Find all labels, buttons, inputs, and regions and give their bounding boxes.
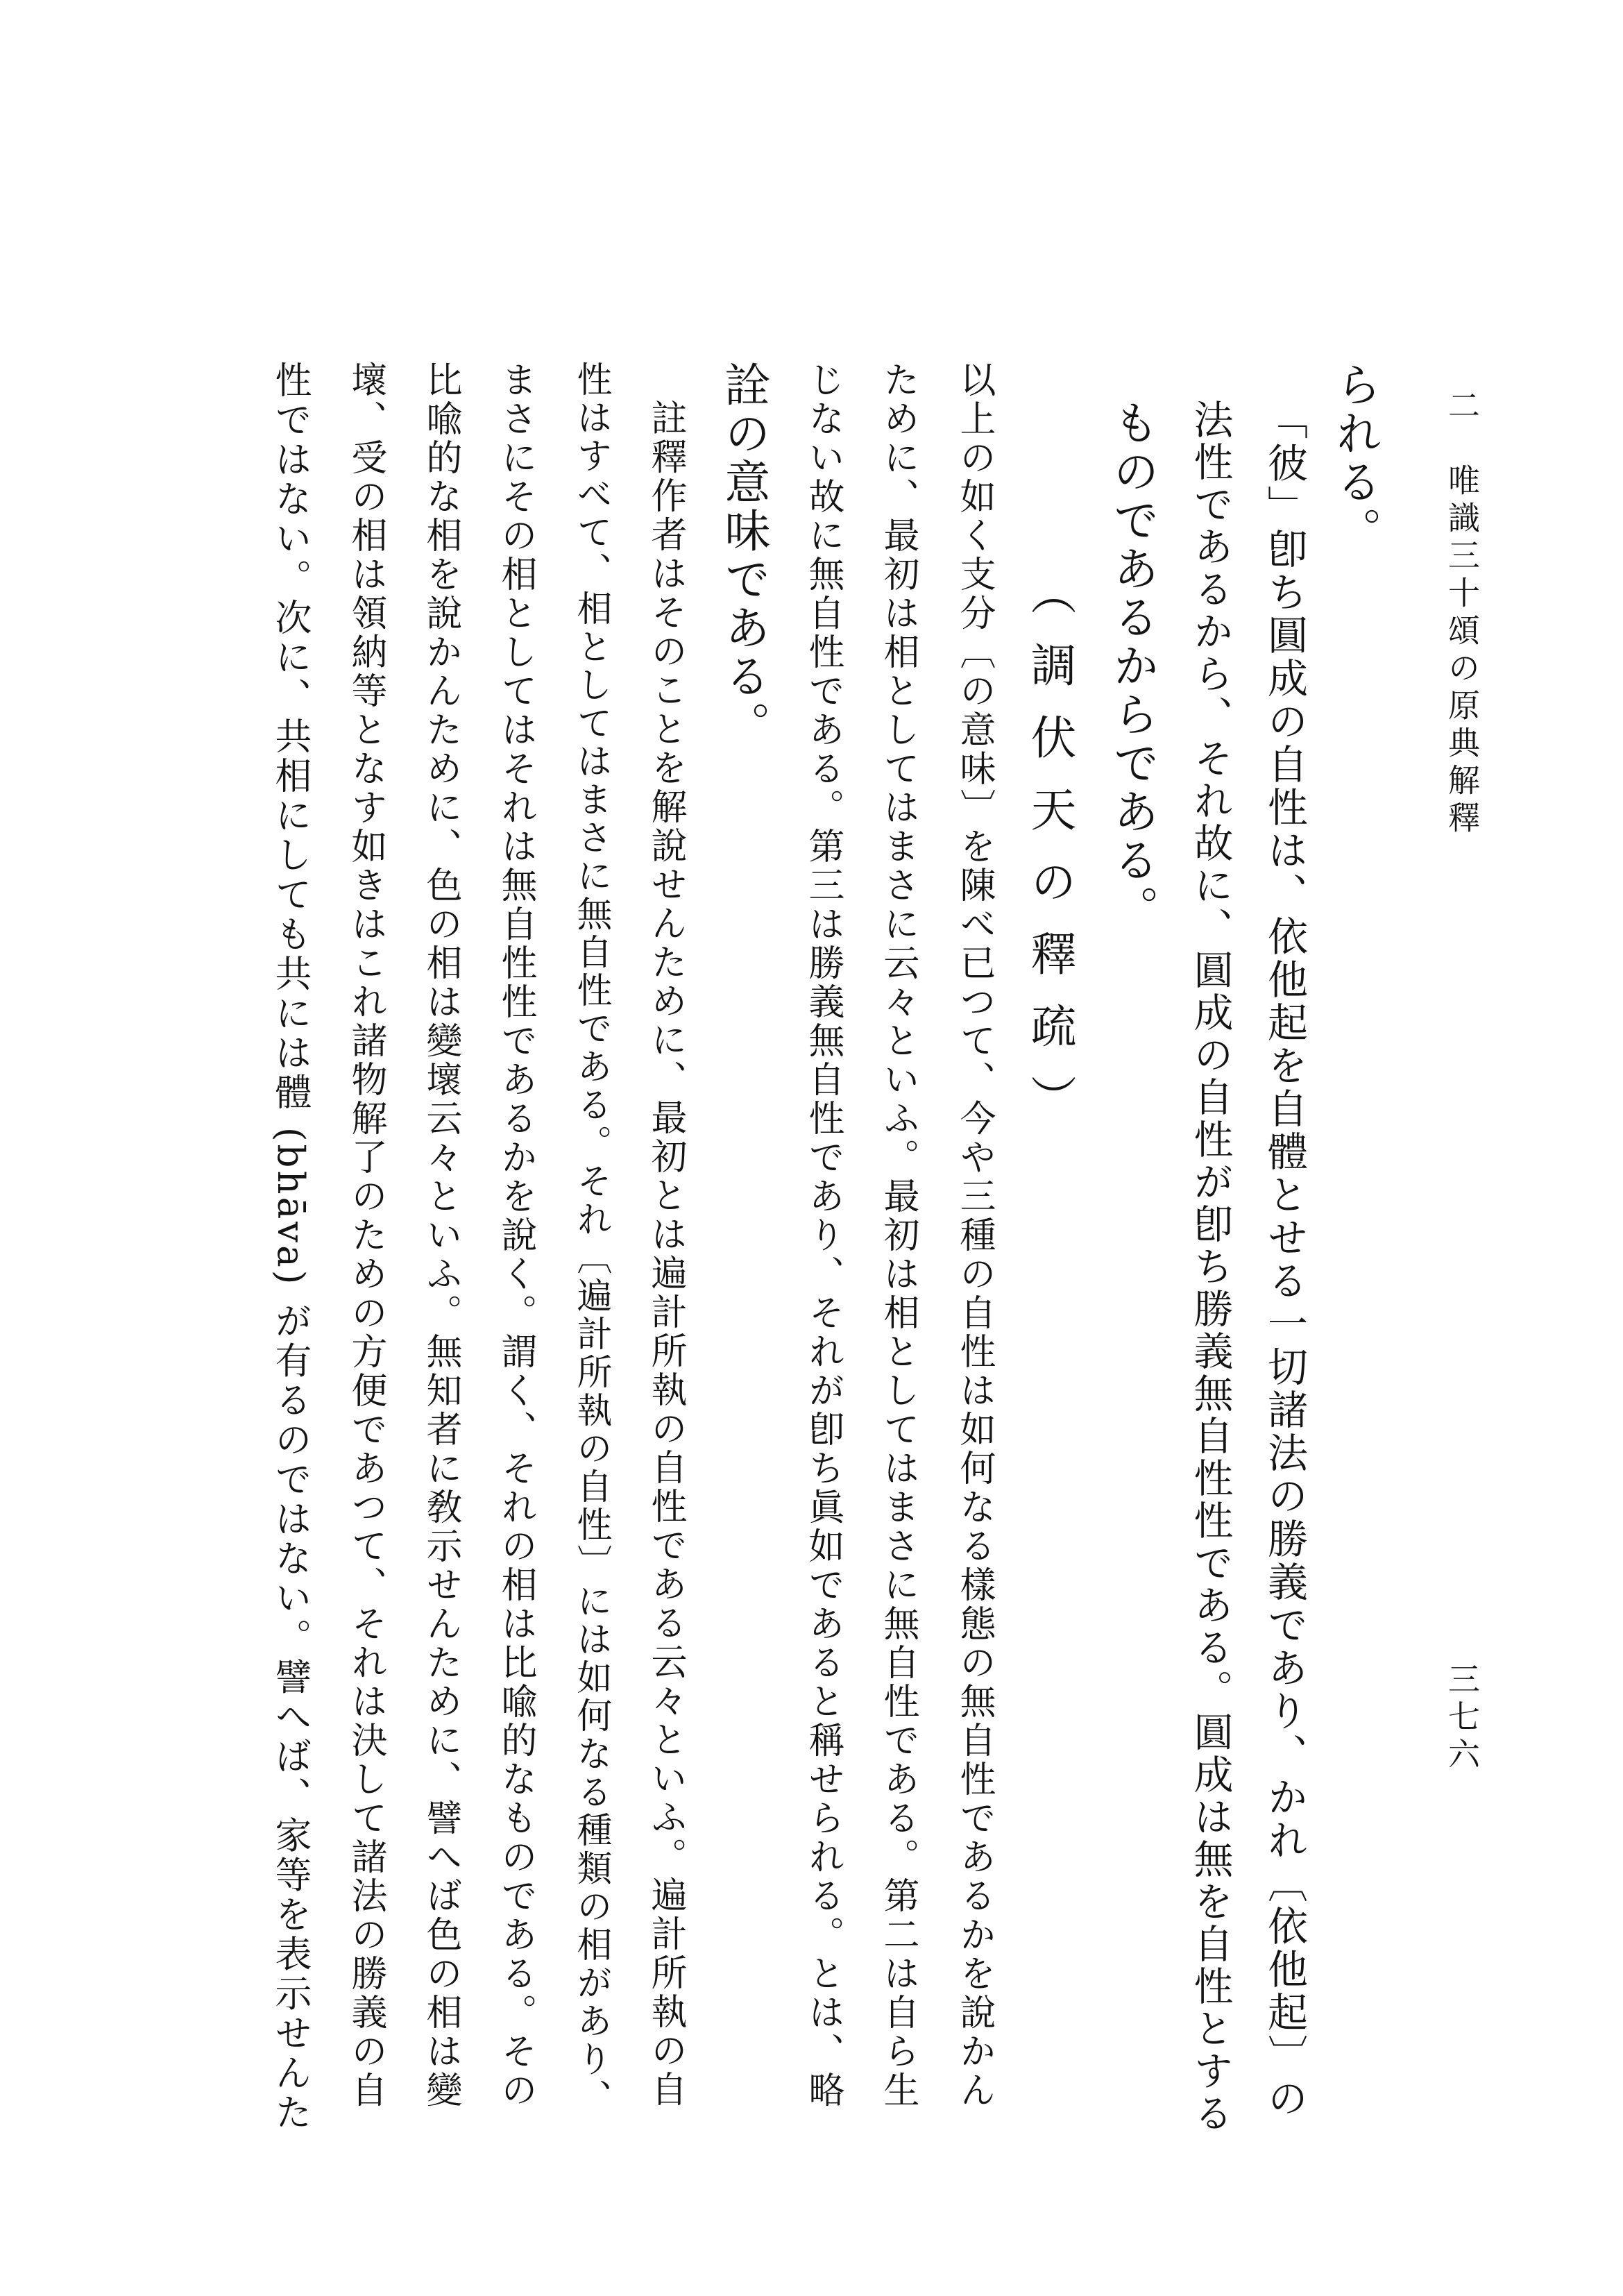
text-line: ために、最初は相としてはまさに云々といふ。最初は相としてはまさに無自性である。第二は自ら生 (877, 361, 919, 2110)
text-line: 以上の如く支分〔の意味〕を陳べ已つて、今や三種の自性は如何なる樣態の無自性であるかを說かん (953, 361, 995, 2110)
text-line: 詮の意味である。 (717, 361, 770, 750)
section-heading: （調伏天の釋疏） (1023, 569, 1076, 1147)
text-line: 法性であるから、それ故に、圓成の自性が卽ち勝義無自性性である。圓成は無を自性とする (1187, 399, 1233, 2135)
text-line: ものであるからである。 (1105, 399, 1159, 934)
text-line: 註釋作者はそのことを解說せんために、最初とは遍計所執の自性である云々といふ。遍計所執の自 (645, 399, 686, 2109)
text-line: 壞、受の相は領納等となす如きはこれ諸物解了のための方便であつて、それは決して諸法の勝義の自 (345, 361, 386, 2110)
text-line: られる。 (1328, 361, 1382, 555)
text-line: じない故に無自性である。第三は勝義無自性であり、それが卽ち眞如であると稱せられる。とは、略 (802, 361, 844, 2110)
text-line: 「彼」卽ち圓成の自性は、依他起を自體とせる一切諸法の勝義であり、かれ〔依他起〕の (1261, 399, 1308, 2120)
page-number: 三七六 (1443, 1662, 1481, 1775)
text-line: 比喩的な相を說かんために、色の相は變壞云々といふ。無知者に敎示せんために、譬へば色の相は變 (420, 361, 461, 2110)
text-line: まさにその相としてはそれは無自性性であるかを說く。謂く、それの相は比喩的なものである。その (495, 361, 536, 2110)
text-line: 性はすべて、相としてはまさに無自性である。それ〔遍計所執の自性〕には如何なる種類の相があり、 (570, 361, 611, 2117)
text-line: 性ではない。次に、共相にしても共には體 (bhāva) が有るのではない。譬へば、家等を表示せんた (269, 361, 312, 2133)
running-header: 二 唯識三十頌の原典解釋 (1443, 389, 1481, 838)
